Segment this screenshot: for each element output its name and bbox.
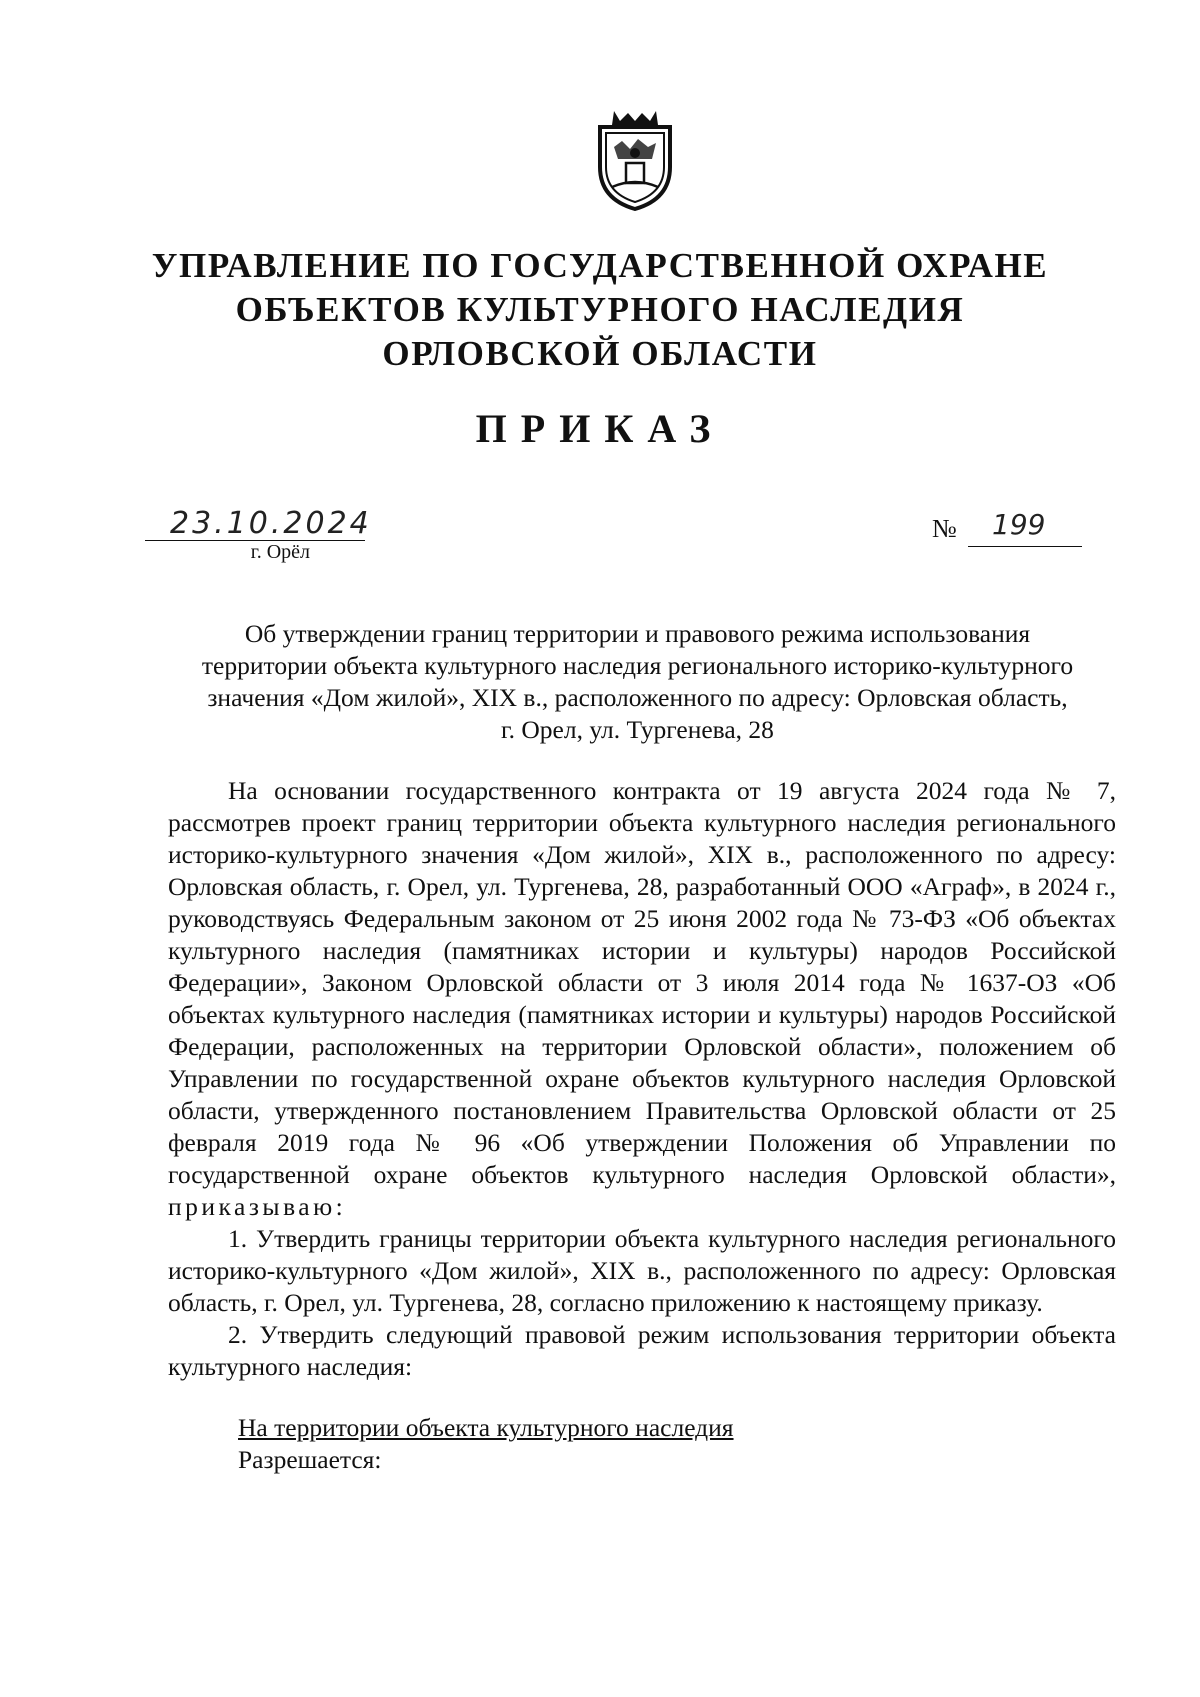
- number-underline: [968, 546, 1082, 547]
- subject-line-2: территории объекта культурного наследия регионального историко-культурного: [201, 651, 1074, 680]
- handwritten-number: 199: [992, 508, 1046, 541]
- authority-line-2: ОБЪЕКТОВ КУЛЬТУРНОГО НАСЛЕДИЯ: [235, 290, 965, 329]
- authority-line-3: ОРЛОВСКОЙ ОБЛАСТИ: [382, 334, 818, 373]
- coat-of-arms-emblem: [592, 107, 678, 211]
- handwritten-date: 23.10.2024: [170, 506, 372, 541]
- preamble-text: На основании государственного контракта от 19 августа 2024 года № 7, рассмотрев проект границ территории объекта культурного наследия регионального историко-культурного значения «Дом жилой», XIX в., расположенного по адресу: Орловская область, г. Орел, ул. Тургенева, 28, разработанный ООО «Аграф», в 2024 г., руководствуясь Федеральным законом от 25 июня 2002 года № 73-ФЗ «Об объектах культурного наследия (памятниках истории и культуры) народов Российской Федерации», Законом Орловской области от 3 июля 2014 года № 1637-ОЗ «Об объектах культурного наследия (памятниках истории и культуры) народов Российской Федерации, расположенных на территории Орловской области», положением об Управлении по государственной охране объектов культурного наследия Орловской области, утвержденного постановлением Правительства Орловской области от 25 февраля 2019 года № 96 «Об утверждении Положения об Управлении по государственной охране объектов культурного наследия Орловской области»,: [168, 776, 1116, 1189]
- document-body: [168, 775, 1116, 1476]
- authority-line-1: УПРАВЛЕНИЕ ПО ГОСУДАРСТВЕННОЙ ОХРАНЕ: [151, 246, 1049, 285]
- issuing-authority: [150, 244, 1050, 376]
- city-label: г. Орёл: [250, 541, 310, 563]
- subject-line-4: г. Орел, ул. Тургенева, 28: [501, 715, 774, 744]
- subject-line-1: Об утверждении границ территории и правового режима использования: [244, 619, 1031, 648]
- document-number-block: [932, 508, 1082, 552]
- order-item-2: 2. Утвердить следующий правовой режим использования территории объекта культурного наследия:: [168, 1320, 1116, 1381]
- preamble-paragraph: [168, 775, 1116, 1223]
- section-heading: На территории объекта культурного наследия: [238, 1413, 734, 1442]
- order-item-1: 1. Утвердить границы территории объекта культурного наследия регионального историко-культурного «Дом жилой», XIX в., расположенного по адресу: Орловская область, г. Орел, ул. Тургенева, 28, согласно приложению к настоящему приказу.: [168, 1224, 1116, 1317]
- subject-line-3: значения «Дом жилой», XIX в., расположенного по адресу: Орловская область,: [207, 683, 1068, 712]
- date-block: [145, 506, 372, 563]
- document-type-title: ПРИКАЗ: [475, 406, 725, 451]
- order-word: приказываю:: [168, 1192, 347, 1221]
- document-subject: [160, 618, 1115, 746]
- number-sign: №: [932, 514, 957, 543]
- section-allowed-label: Разрешается:: [238, 1445, 382, 1474]
